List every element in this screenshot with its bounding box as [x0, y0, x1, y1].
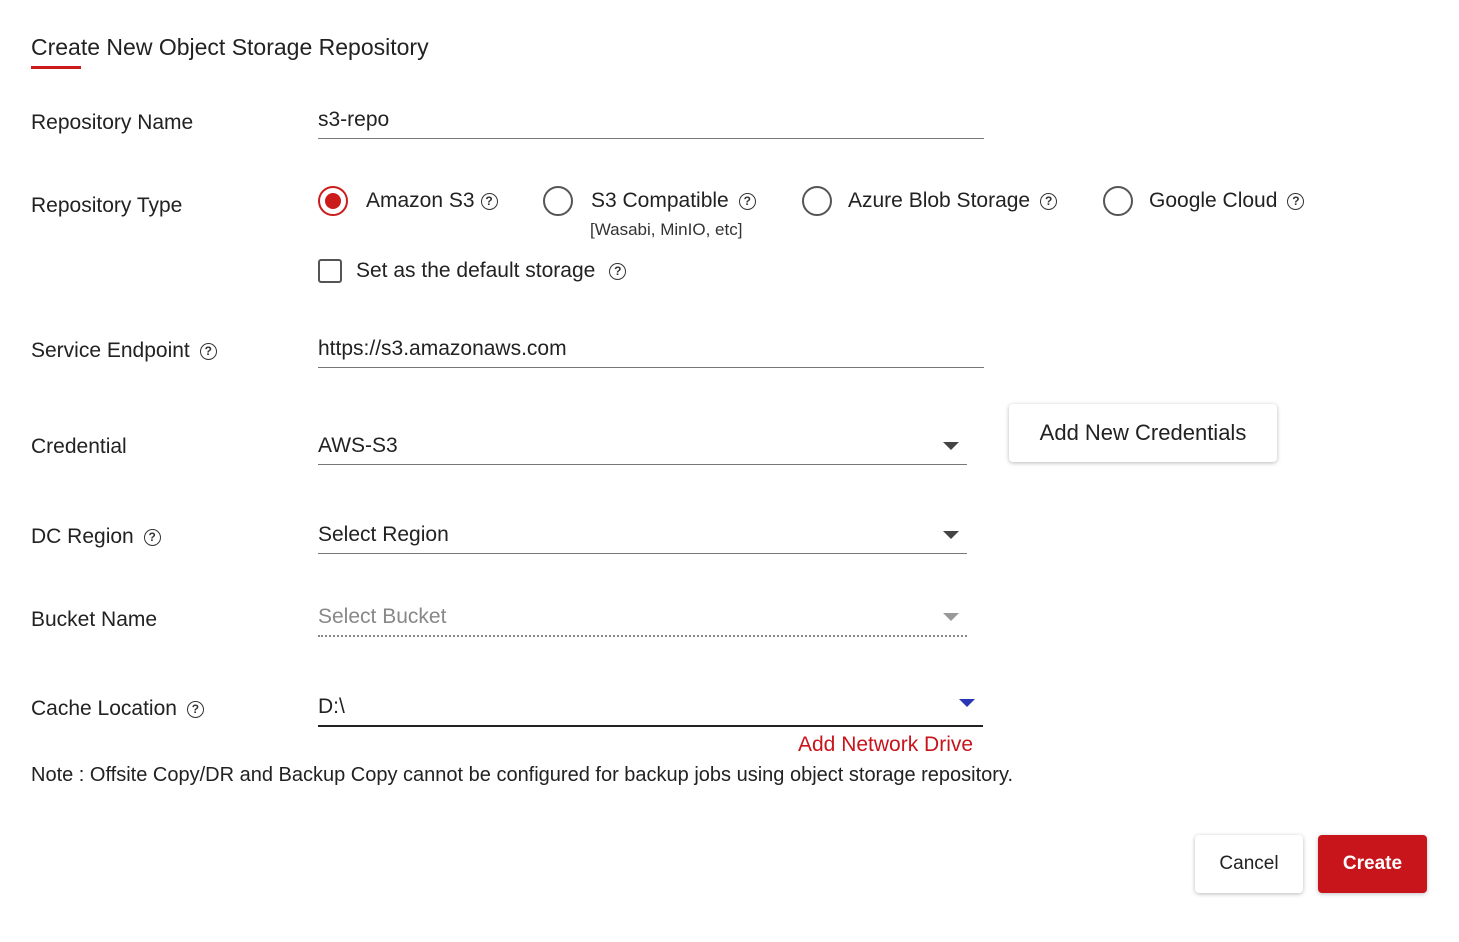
radio-amazon-s3[interactable]: [318, 186, 498, 216]
help-circle-icon[interactable]: ?: [200, 343, 217, 360]
radio-s3-compatible[interactable]: [543, 186, 756, 216]
help-circle-icon[interactable]: ?: [1040, 193, 1057, 210]
dc-region-select[interactable]: [318, 514, 967, 554]
radio-google-cloud[interactable]: [1103, 186, 1304, 216]
radio-azure-blob[interactable]: [802, 186, 1057, 216]
radio-button[interactable]: [802, 186, 832, 216]
radio-button[interactable]: [1103, 186, 1133, 216]
dc-region-value: Select Region: [318, 523, 449, 546]
note-text: Note : Offsite Copy/DR and Backup Copy cannot be configured for backup jobs using object storage repository.: [31, 764, 1014, 786]
radio-azure-blob-label: Azure Blob Storage: [848, 189, 1031, 212]
help-circle-icon[interactable]: ?: [187, 701, 204, 718]
radio-amazon-s3-label: Amazon S3: [366, 189, 475, 212]
chevron-down-icon[interactable]: [959, 699, 975, 707]
radio-s3-compatible-sublabel: [Wasabi, MinIO, etc]: [590, 220, 743, 239]
add-network-drive-link[interactable]: Add Network Drive: [798, 733, 974, 756]
radio-button[interactable]: [543, 186, 573, 216]
dc-region-label-text: DC Region: [31, 525, 134, 548]
default-storage-label: Set as the default storage: [356, 259, 596, 282]
credential-value: AWS-S3: [318, 434, 398, 457]
bucket-name-label-text: Bucket Name: [31, 608, 158, 631]
help-circle-icon[interactable]: ?: [739, 193, 756, 210]
credential-label-text: Credential: [31, 435, 127, 458]
chevron-down-icon[interactable]: [943, 442, 959, 450]
help-circle-icon[interactable]: ?: [481, 193, 498, 210]
bucket-name-select[interactable]: [318, 597, 967, 637]
credential-label: [31, 435, 127, 459]
bucket-name-label: [31, 608, 157, 632]
help-circle-icon[interactable]: ?: [609, 263, 626, 280]
service-endpoint-value: https://s3.amazonaws.com: [318, 337, 567, 360]
service-endpoint-label: [31, 339, 217, 363]
cancel-button[interactable]: Cancel: [1195, 835, 1303, 893]
service-endpoint-input[interactable]: [318, 330, 984, 368]
cache-location-value: D:\: [318, 695, 345, 718]
default-storage-checkbox[interactable]: [318, 259, 626, 283]
cache-location-select[interactable]: [318, 686, 983, 727]
repository-name-value: s3-repo: [318, 108, 390, 131]
help-circle-icon[interactable]: ?: [1287, 193, 1304, 210]
credential-select[interactable]: [318, 425, 967, 465]
radio-google-cloud-label: Google Cloud: [1149, 189, 1278, 212]
repository-type-label-text: Repository Type: [31, 194, 183, 217]
chevron-down-icon[interactable]: [943, 613, 959, 621]
repository-name-label: [31, 111, 193, 135]
page-title: Create New Object Storage Repository: [31, 34, 429, 60]
add-credentials-button[interactable]: Add New Credentials: [1009, 404, 1277, 462]
radio-button-selected[interactable]: [318, 186, 348, 216]
chevron-down-icon[interactable]: [943, 531, 959, 539]
title-underline: [31, 66, 81, 69]
dc-region-label: [31, 525, 161, 549]
repository-name-label-text: Repository Name: [31, 111, 194, 134]
service-endpoint-label-text: Service Endpoint: [31, 339, 190, 362]
bucket-name-value: Select Bucket: [318, 605, 447, 628]
cache-location-label: [31, 697, 204, 721]
help-circle-icon[interactable]: ?: [144, 529, 161, 546]
checkbox[interactable]: [318, 259, 342, 283]
cache-location-label-text: Cache Location: [31, 697, 177, 720]
radio-s3-compatible-label: S3 Compatible: [591, 189, 729, 212]
create-button[interactable]: Create: [1318, 835, 1427, 893]
repository-type-label: [31, 194, 182, 218]
repository-name-input[interactable]: [318, 100, 984, 139]
